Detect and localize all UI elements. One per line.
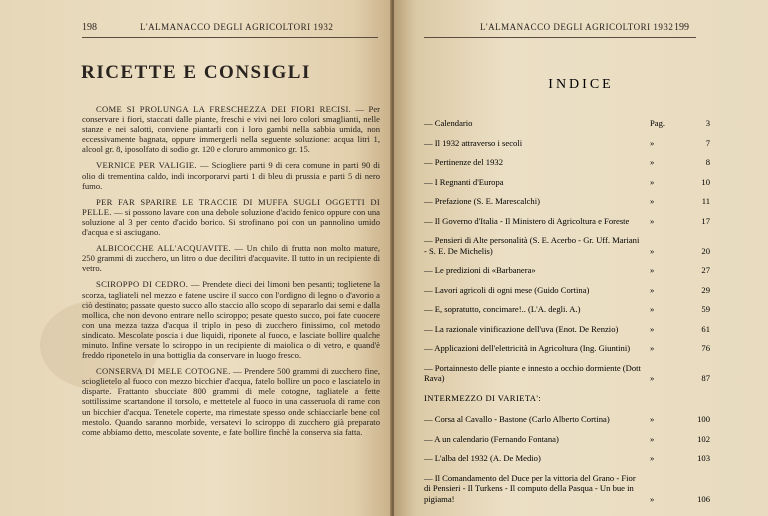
- entry-mark: »: [650, 493, 655, 504]
- entry-mark: »: [650, 433, 655, 444]
- entry-page: 27: [701, 265, 710, 275]
- entry-page: 20: [701, 245, 710, 256]
- index-title: INDICE: [548, 77, 614, 92]
- index-entry: [424, 265, 710, 276]
- recipe: [82, 197, 380, 237]
- recipe: [82, 279, 380, 360]
- header-rule: [424, 37, 696, 38]
- page-number: 199: [674, 22, 689, 33]
- entry-text: — Il Comandamento del Duce per la vittoria del Grano - Fior di Pensieri - Il Turkens - Il computo della Pasqua - Un bue in pigiama!: [424, 472, 636, 504]
- page-title: RICETTE E CONSIGLI: [81, 62, 311, 83]
- recipe-title: ALBICOCCHE ALL'ACQUAVITE.: [96, 243, 231, 254]
- recipe-title: COME SI PROLUNGA LA FRESCHEZZA DEI FIORI RECISI.: [96, 104, 352, 114]
- entry-page: 103: [697, 453, 710, 463]
- entry-text: — A un calendario (Fernando Fontana): [424, 433, 559, 444]
- entry-mark: Pag.: [650, 118, 666, 128]
- index-entry: [424, 196, 710, 207]
- entry-page: 106: [697, 493, 710, 504]
- entry-mark: »: [650, 304, 655, 314]
- entry-text: — E, sopratutto, concimare!.. (L'A. degli. A.): [424, 304, 581, 314]
- entry-text: — Le predizioni di «Barbanera»: [424, 265, 536, 275]
- section-title: INTERMEZZO DI VARIETA':: [424, 392, 542, 403]
- page-number: 198: [82, 22, 97, 33]
- entry-mark: »: [650, 245, 655, 256]
- entry-text: — Calendario: [424, 118, 473, 128]
- entry-text: — Pertinenze del 1932: [424, 157, 503, 167]
- entry-page: 61: [701, 323, 710, 334]
- running-header: L'ALMANACCO DEGLI AGRICOLTORI 1932: [140, 22, 334, 32]
- entry-mark: »: [650, 343, 655, 353]
- entry-page: 8: [705, 157, 710, 167]
- entry-mark: »: [650, 323, 655, 334]
- entry-mark: »: [650, 137, 655, 148]
- entry-page: 3: [705, 118, 710, 128]
- recipe: [82, 104, 380, 154]
- entry-mark: »: [650, 215, 655, 226]
- entry-mark: »: [650, 284, 655, 295]
- index-entry: [424, 343, 710, 354]
- recipe-text: — Sciogliere parti 9 di cera comune in parti 90 di olio di trementina caldo, indi incorporarvi parti 1 di bleu di prussia e parti 5 di nero fumo.: [82, 160, 380, 191]
- recipe-text: — Per conservare i fiori, staccati dalle piante, freschi e vivi nei loro colori smaglianti, nelle stanze e nei salotti, conviene piantarli con i loro gambi nella sabbia umida, non eccessivamente bagnata, oppure immergerli nella seguente soluzione: acqua litri 1, alcool gr. 8, iposolfato di sodio gr. 120 e cloruro ammonico gr. 15.: [82, 104, 381, 155]
- entry-page: 59: [701, 304, 710, 314]
- entry-mark: »: [650, 414, 655, 424]
- entry-page: 76: [701, 343, 710, 353]
- entry-text: — Portainnesto delle piante e innesto a occhio dormiente (Dott Rava): [424, 362, 641, 383]
- entry-text: — I Regnanti d'Europa: [424, 176, 504, 187]
- recipe-title: PER FAR SPARIRE LE TRACCIE DI MUFFA SUGLI OGGETTI DI PELLE.: [82, 196, 380, 217]
- entry-text: — Corsa al Cavallo - Bastone (Carlo Alberto Cortina): [424, 414, 610, 424]
- entry-text: — Il Governo d'Italia - Il Ministero di Agricoltura e Foreste: [424, 215, 630, 226]
- entry-text: — La razionale vinificazione dell'uva (Enot. De Renzio): [424, 323, 619, 334]
- entry-page: 29: [701, 284, 710, 295]
- entry-page: 102: [697, 433, 710, 444]
- entry-page: 87: [701, 373, 710, 383]
- index-entry: [424, 216, 710, 227]
- index-entry: [424, 304, 710, 315]
- entry-text: — Pensieri di Alte personalità (S. E. Acerbo - Gr. Uff. Mariani - S. E. De Michelis): [424, 235, 640, 256]
- entry-mark: »: [650, 373, 655, 383]
- recipe: [82, 160, 380, 190]
- entry-mark: »: [650, 196, 655, 206]
- entry-page: 100: [697, 414, 710, 424]
- running-header: L'ALMANACCO DEGLI AGRICOLTORI 1932: [480, 22, 674, 32]
- index-entry: [424, 473, 710, 505]
- header-rule: [82, 37, 378, 38]
- entry-text: — L'alba del 1932 (A. De Medio): [424, 453, 541, 463]
- entry-page: 7: [705, 137, 710, 148]
- entry-text: — Applicazioni dell'elettricità in Agricoltura (Ing. Giuntini): [424, 343, 631, 353]
- entry-text: — Il 1932 attraverso i secoli: [424, 137, 523, 148]
- entry-page: 11: [701, 196, 710, 206]
- index-entry: [424, 324, 710, 335]
- index-entry: [424, 434, 710, 445]
- entry-mark: »: [650, 453, 655, 463]
- entry-page: 10: [701, 176, 710, 187]
- index-entry: [424, 138, 710, 149]
- entry-text: — Lavori agricoli di ogni mese (Guido Cortina): [424, 284, 590, 295]
- index-entry: [424, 453, 710, 464]
- recipe-text: — si possono lavare con una debole soluzione d'acido fenico oppure con una soluzione al 3 per cento d'acido borico. Si strofinano poi con un pannolino umido d'acqua e si asciugano.: [82, 206, 380, 238]
- entry-page: 17: [701, 215, 710, 226]
- index-entry: [424, 285, 710, 296]
- index-entry: [424, 118, 710, 129]
- recipe-text: — Un chilo di frutta non molto mature, 250 grammi di zucchero, un litro o due decilitri d'acquavite. Il tutto in un recipiente di vetro.: [82, 243, 380, 274]
- entry-mark: »: [650, 176, 655, 187]
- recipe: [82, 243, 380, 273]
- entry-mark: »: [650, 157, 655, 167]
- recipe: [82, 366, 380, 437]
- entry-mark: »: [650, 265, 655, 275]
- index-entry: [424, 177, 710, 188]
- index-list: [424, 118, 710, 513]
- recipe-text: — Prendete dieci dei limoni ben pesanti; toglietene la scorza, tagliateli nel mezzo e fatene uscire il succo con l'ordigno di legno o d'avorio a ciò destinato; passate questo succo allo staccio allo scopo di separarlo dai semi e dalla mollica, che non devono entrare nello sciroppo; pesate questo succo, poi fate cuocere con una mezza tazza d'acqua il triplo in peso di zucchero finissimo, col metodo sindicato. Mescolate poscia i due liquidi, riponete al fuoco, e lasciate bollire qualche minuto. Infine versate lo sciroppo in un recipiente di maiolica o di vetro, e quand'è freddo riponetelo in una bottiglia da conservare in luogo fresco.: [82, 279, 380, 361]
- recipe-text: — Prendere 500 grammi di zucchero fine, scioglietelo al fuoco con mezzo bicchier d'acqua, fatelo bollire un poco e lasciatelo in disparte. Frattanto sbucciate 800 grammi di mele cotogne, tagliatele a fette sottilissime scartandone il torsolo, e mettetele al fuoco in una casseruola di rame con un bicchier d'acqua. Tenetele coperte, ma rimestate spesso onde schiacciarle bene col mestolo. Quando saranno morbide, versatevi lo sciroppo di zucchero già preparato come abbiamo detto, mescolate sovente, e fate bollire finchè la conserva sia fatta.: [82, 366, 380, 437]
- recipe-title: SCIROPPO DI CEDRO.: [96, 279, 189, 290]
- index-entry: [424, 414, 710, 425]
- index-entry: [424, 363, 710, 384]
- index-entry: [424, 235, 710, 256]
- recipe-title: CONSERVA DI MELE COTOGNE.: [96, 366, 231, 377]
- recipe-list: [82, 104, 380, 443]
- index-entry: [424, 157, 710, 168]
- recipe-title: VERNICE PER VALIGIE.: [96, 160, 197, 171]
- entry-text: — Prefazione (S. E. Marescalchi): [424, 196, 540, 206]
